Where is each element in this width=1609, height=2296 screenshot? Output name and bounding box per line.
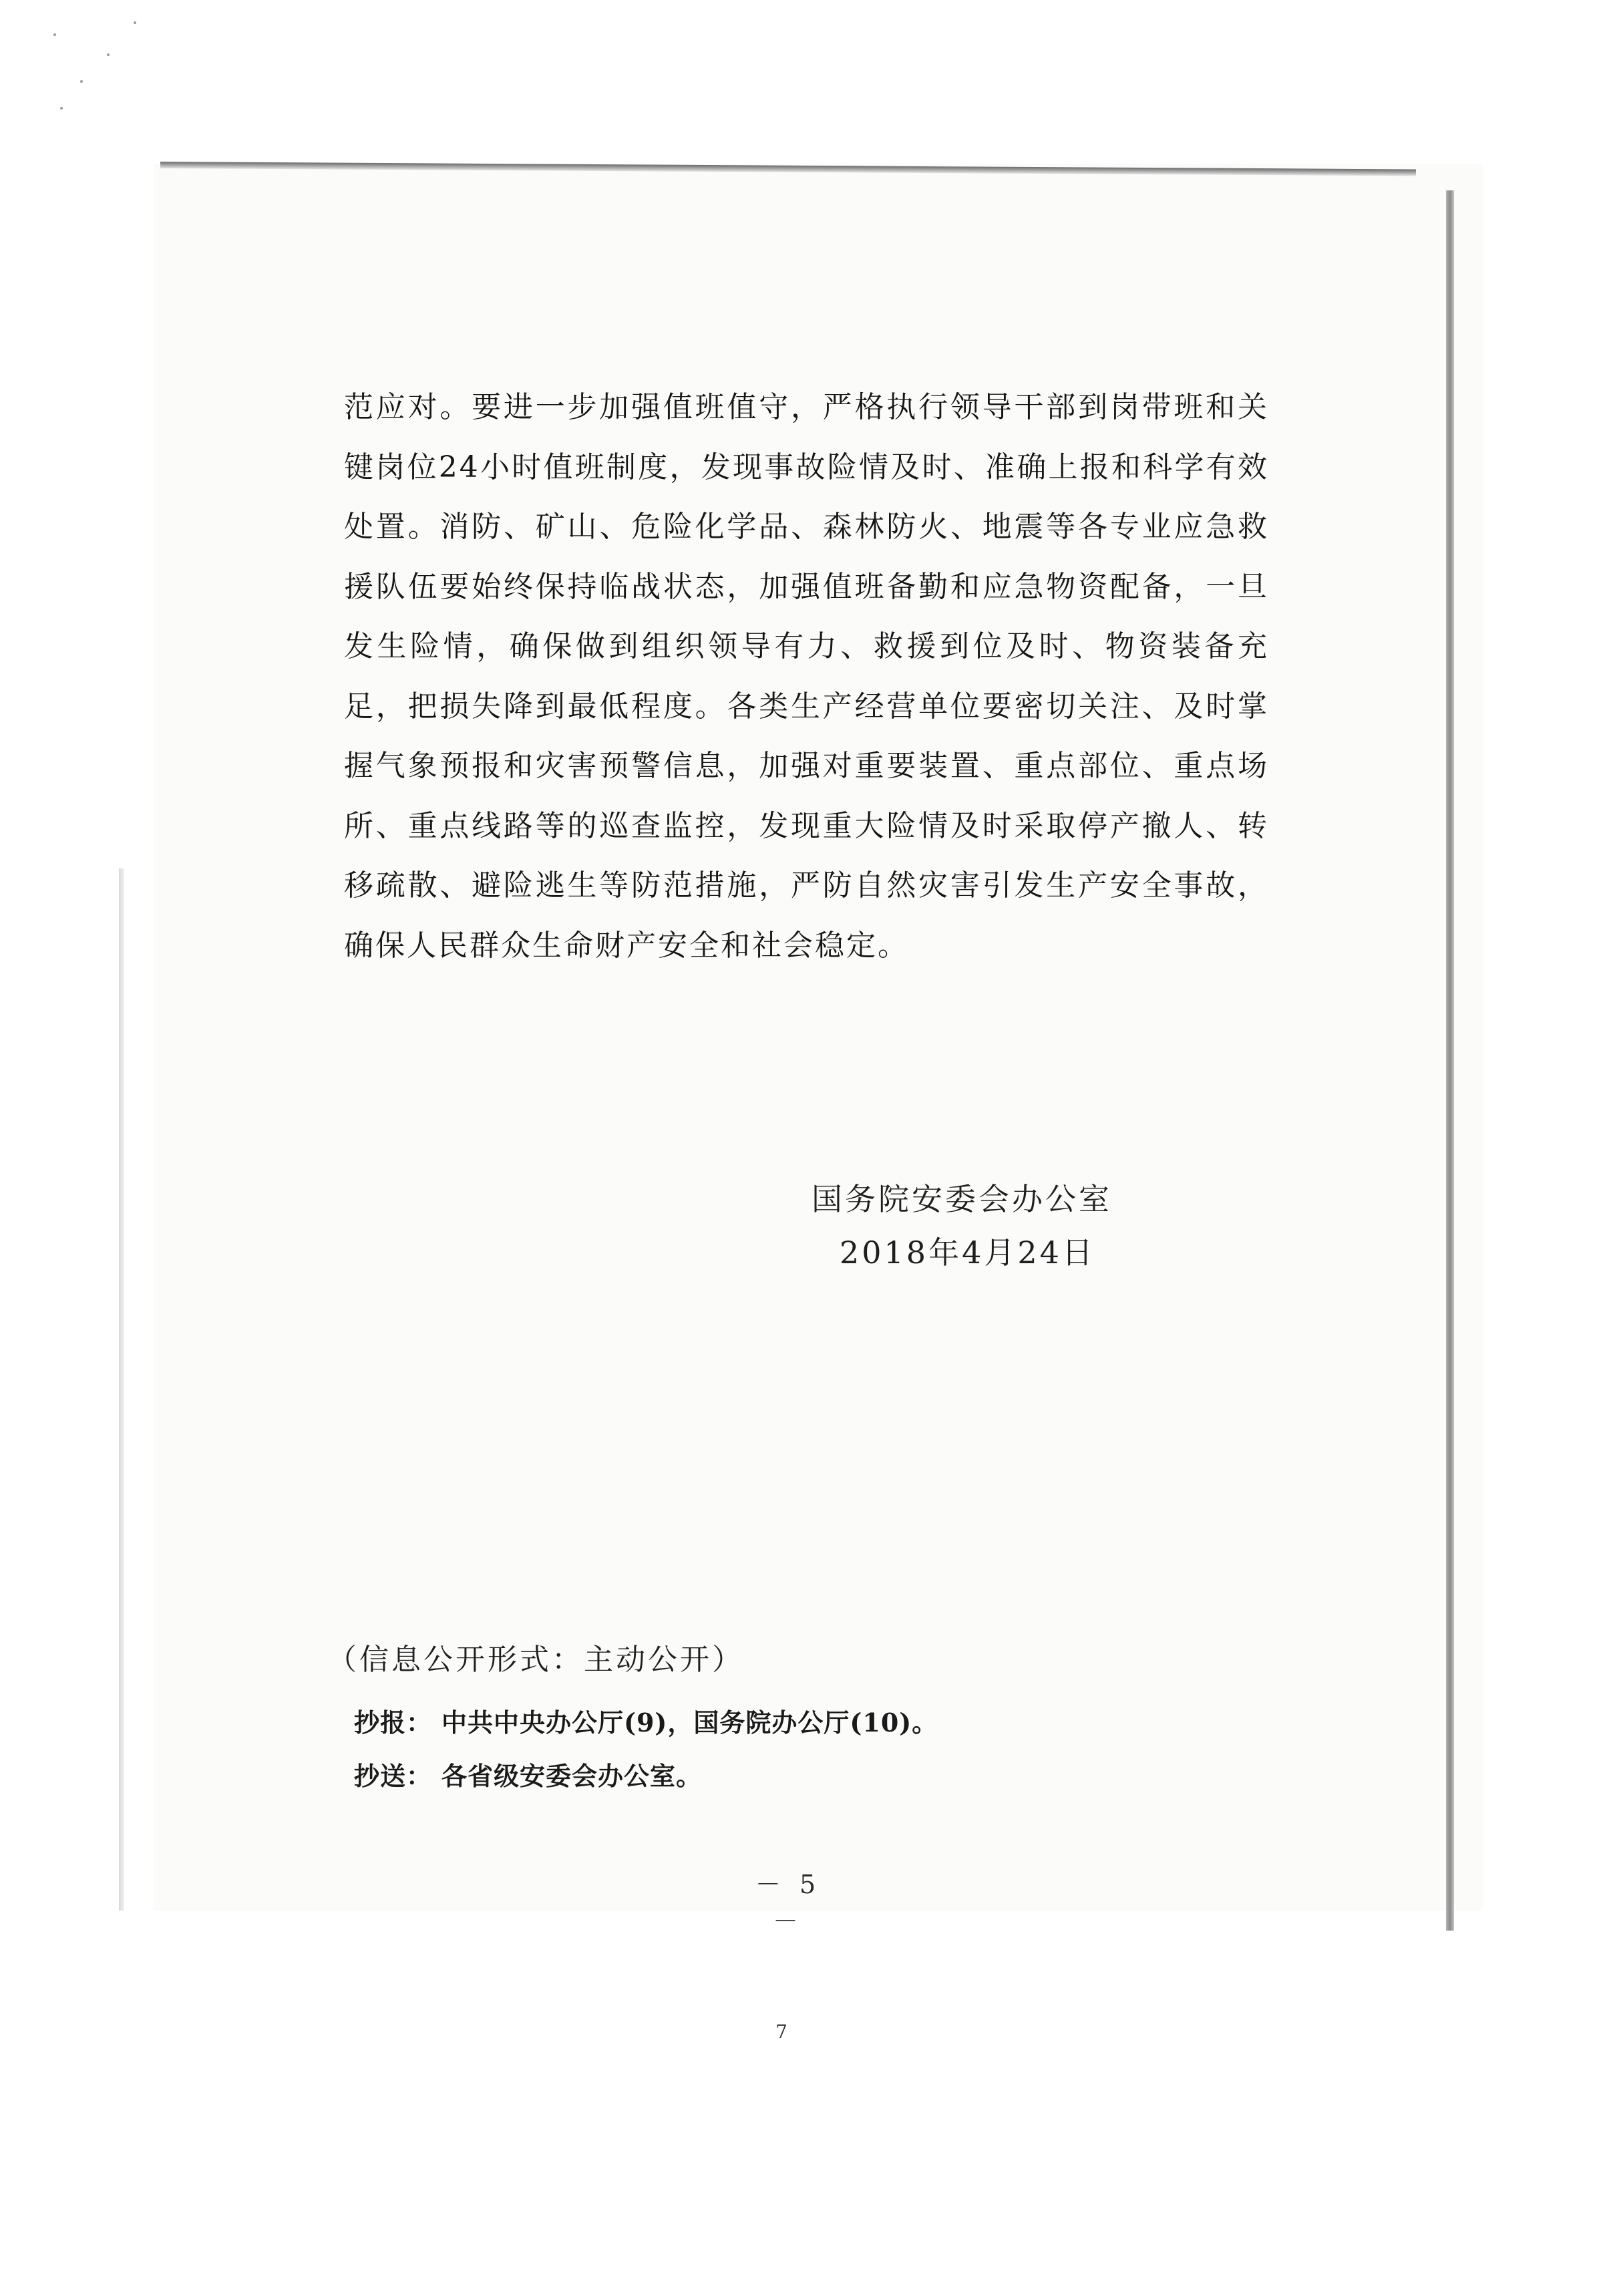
cc-send-label: 抄送： [354,1761,433,1791]
cc-report-recipients: 中共中央办公厅(9)，国务院办公厅(10)。 [441,1707,938,1738]
scan-speck [107,53,110,56]
scan-speck [60,107,63,110]
signature-block [812,1172,1186,1279]
issuing-organization: 国务院安委会办公室 [812,1181,1112,1217]
sheet-right-edge [1446,190,1454,1931]
cc-send-line [354,1756,702,1792]
page-number: － 5 － [755,1870,822,1936]
cc-report-label: 抄报： [354,1707,433,1738]
issue-date: 2018年4月24日 [840,1235,1095,1271]
body-paragraph: 范应对。要进一步加强值班值守，严格执行领导干部到岗带班和关键岗位24小时值班制度，发现事故险情及时、准确上报和科学有效处置。消防、矿山、危险化学品、森林防火、地震等各专业应急救援队伍要始终保持临战状态，加强值班备勤和应急物资配备，一旦发生险情，确保做到组织领导有力、救援到位及时、物资装备充足，把损失降到最低程度。各类生产经营单位要密切关注、及时掌握气象预报和灾害预警信息，加强对重要装置、重点部位、重点场所、重点线路等的巡查监控，发现重大险情及时采取停产撤人、转移疏散、避险逃生等防范措施，严防自然灾害引发生产安全事故，确保人民群众生命财产安全和社会稳定。 [344,390,1269,963]
file-page-number: 7 [775,2021,787,2043]
scan-speck [134,21,136,24]
scan-speck [80,80,83,83]
disclosure-form: （信息公开形式：主动公开） [327,1643,744,1677]
scan-speck [53,33,56,36]
scan-specks [40,13,174,127]
cc-report-line [354,1702,938,1739]
cc-send-recipients: 各省级安委会办公室。 [441,1761,703,1791]
sheet-left-edge [119,868,124,1911]
